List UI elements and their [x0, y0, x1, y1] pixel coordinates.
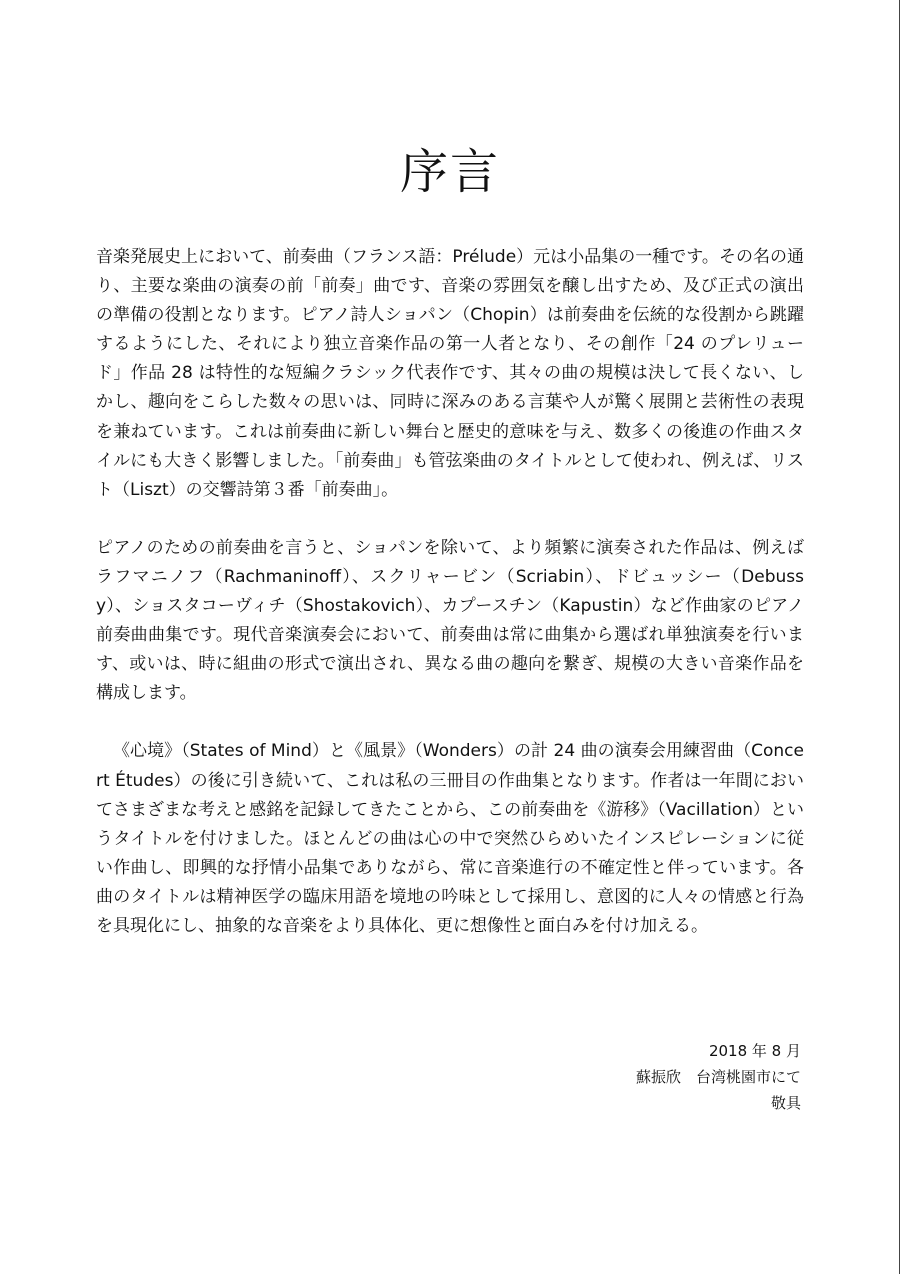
paragraph-1: 音楽発展史上において、前奏曲（フランス語：Prélude）元は小品集の一種です。その名の通り、主要な楽曲の演奏の前「前奏」曲です、音楽の雰囲気を醸し出すため、及び正式の演出の準備の役割となります。ピアノ詩人ショパン（Chopin）は前奏曲を伝統的な役割から跳躍するようにした、それにより独立音楽作品の第一人者となり、その創作「24 のプレリュード」作品 28 は特性的な短編クラシック代表作です、其々の曲の規模は決して長くない、しかし、趣向をこらした数々の思いは、同時に深みのある言葉や人が驚く展開と芸術性の表現を兼ねています。これは前奏曲に新しい舞台と歴史的意味を与え、数多くの後進の作曲スタイルにも大きく影響しました。「前奏曲」も管弦楽曲のタイトルとして使われ、例えば、リスト（Liszt）の交響詩第３番「前奏曲」。	[96, 247, 804, 500]
signature-closing: 敬具	[770, 1094, 801, 1112]
paragraph-3: 《心境》（States of Mind）と《風景》（Wonders）の計 24 曲の演奏会用練習曲（Concert Études）の後に引き続いて、これは私の三冊目の作曲集となります。作者は一年間においてさまざまな考えと感銘を記録してきたことから、この前奏曲を《游移》（Vacillation）というタイトルを付けました。ほとんどの曲は心の中で突然ひらめいたインスピレーションに従い作曲し、即興的な抒情小品集でありながら、常に音楽進行の不確定性と伴っています。各曲のタイトルは精神医学の臨床用語を境地の吟味として採用し、意図的に人々の情感と行為を具現化にし、抽象的な音楽をより具体化、更に想像性と面白みを付け加える。	[96, 741, 804, 936]
signature-date: 2018 年 8 月	[708, 1042, 801, 1060]
page-title: 序言	[399, 144, 500, 200]
preface-body	[96, 243, 804, 941]
paragraph-2: ピアノのための前奏曲を言うと、ショパンを除いて、より頻繁に演奏された作品は、例えばラフマニノフ（Rachmaninoff）、スクリャービン（Scriabin）、ドビュッシー（Debussy）、ショスタコーヴィチ（Shostakovich）、カプースチン（Kapustin）など作曲家のピアノ前奏曲曲集です。現代音楽演奏会において、前奏曲は常に曲集から選ばれ単独演奏を行います、或いは、時に組曲の形式で演出され、異なる曲の趣向を繋ぎ、規模の大きい音楽作品を構成します。	[96, 537, 804, 704]
signature-author-location: 蘇振欣 台湾桃園市にて	[635, 1068, 801, 1086]
signature-block	[636, 1038, 801, 1116]
